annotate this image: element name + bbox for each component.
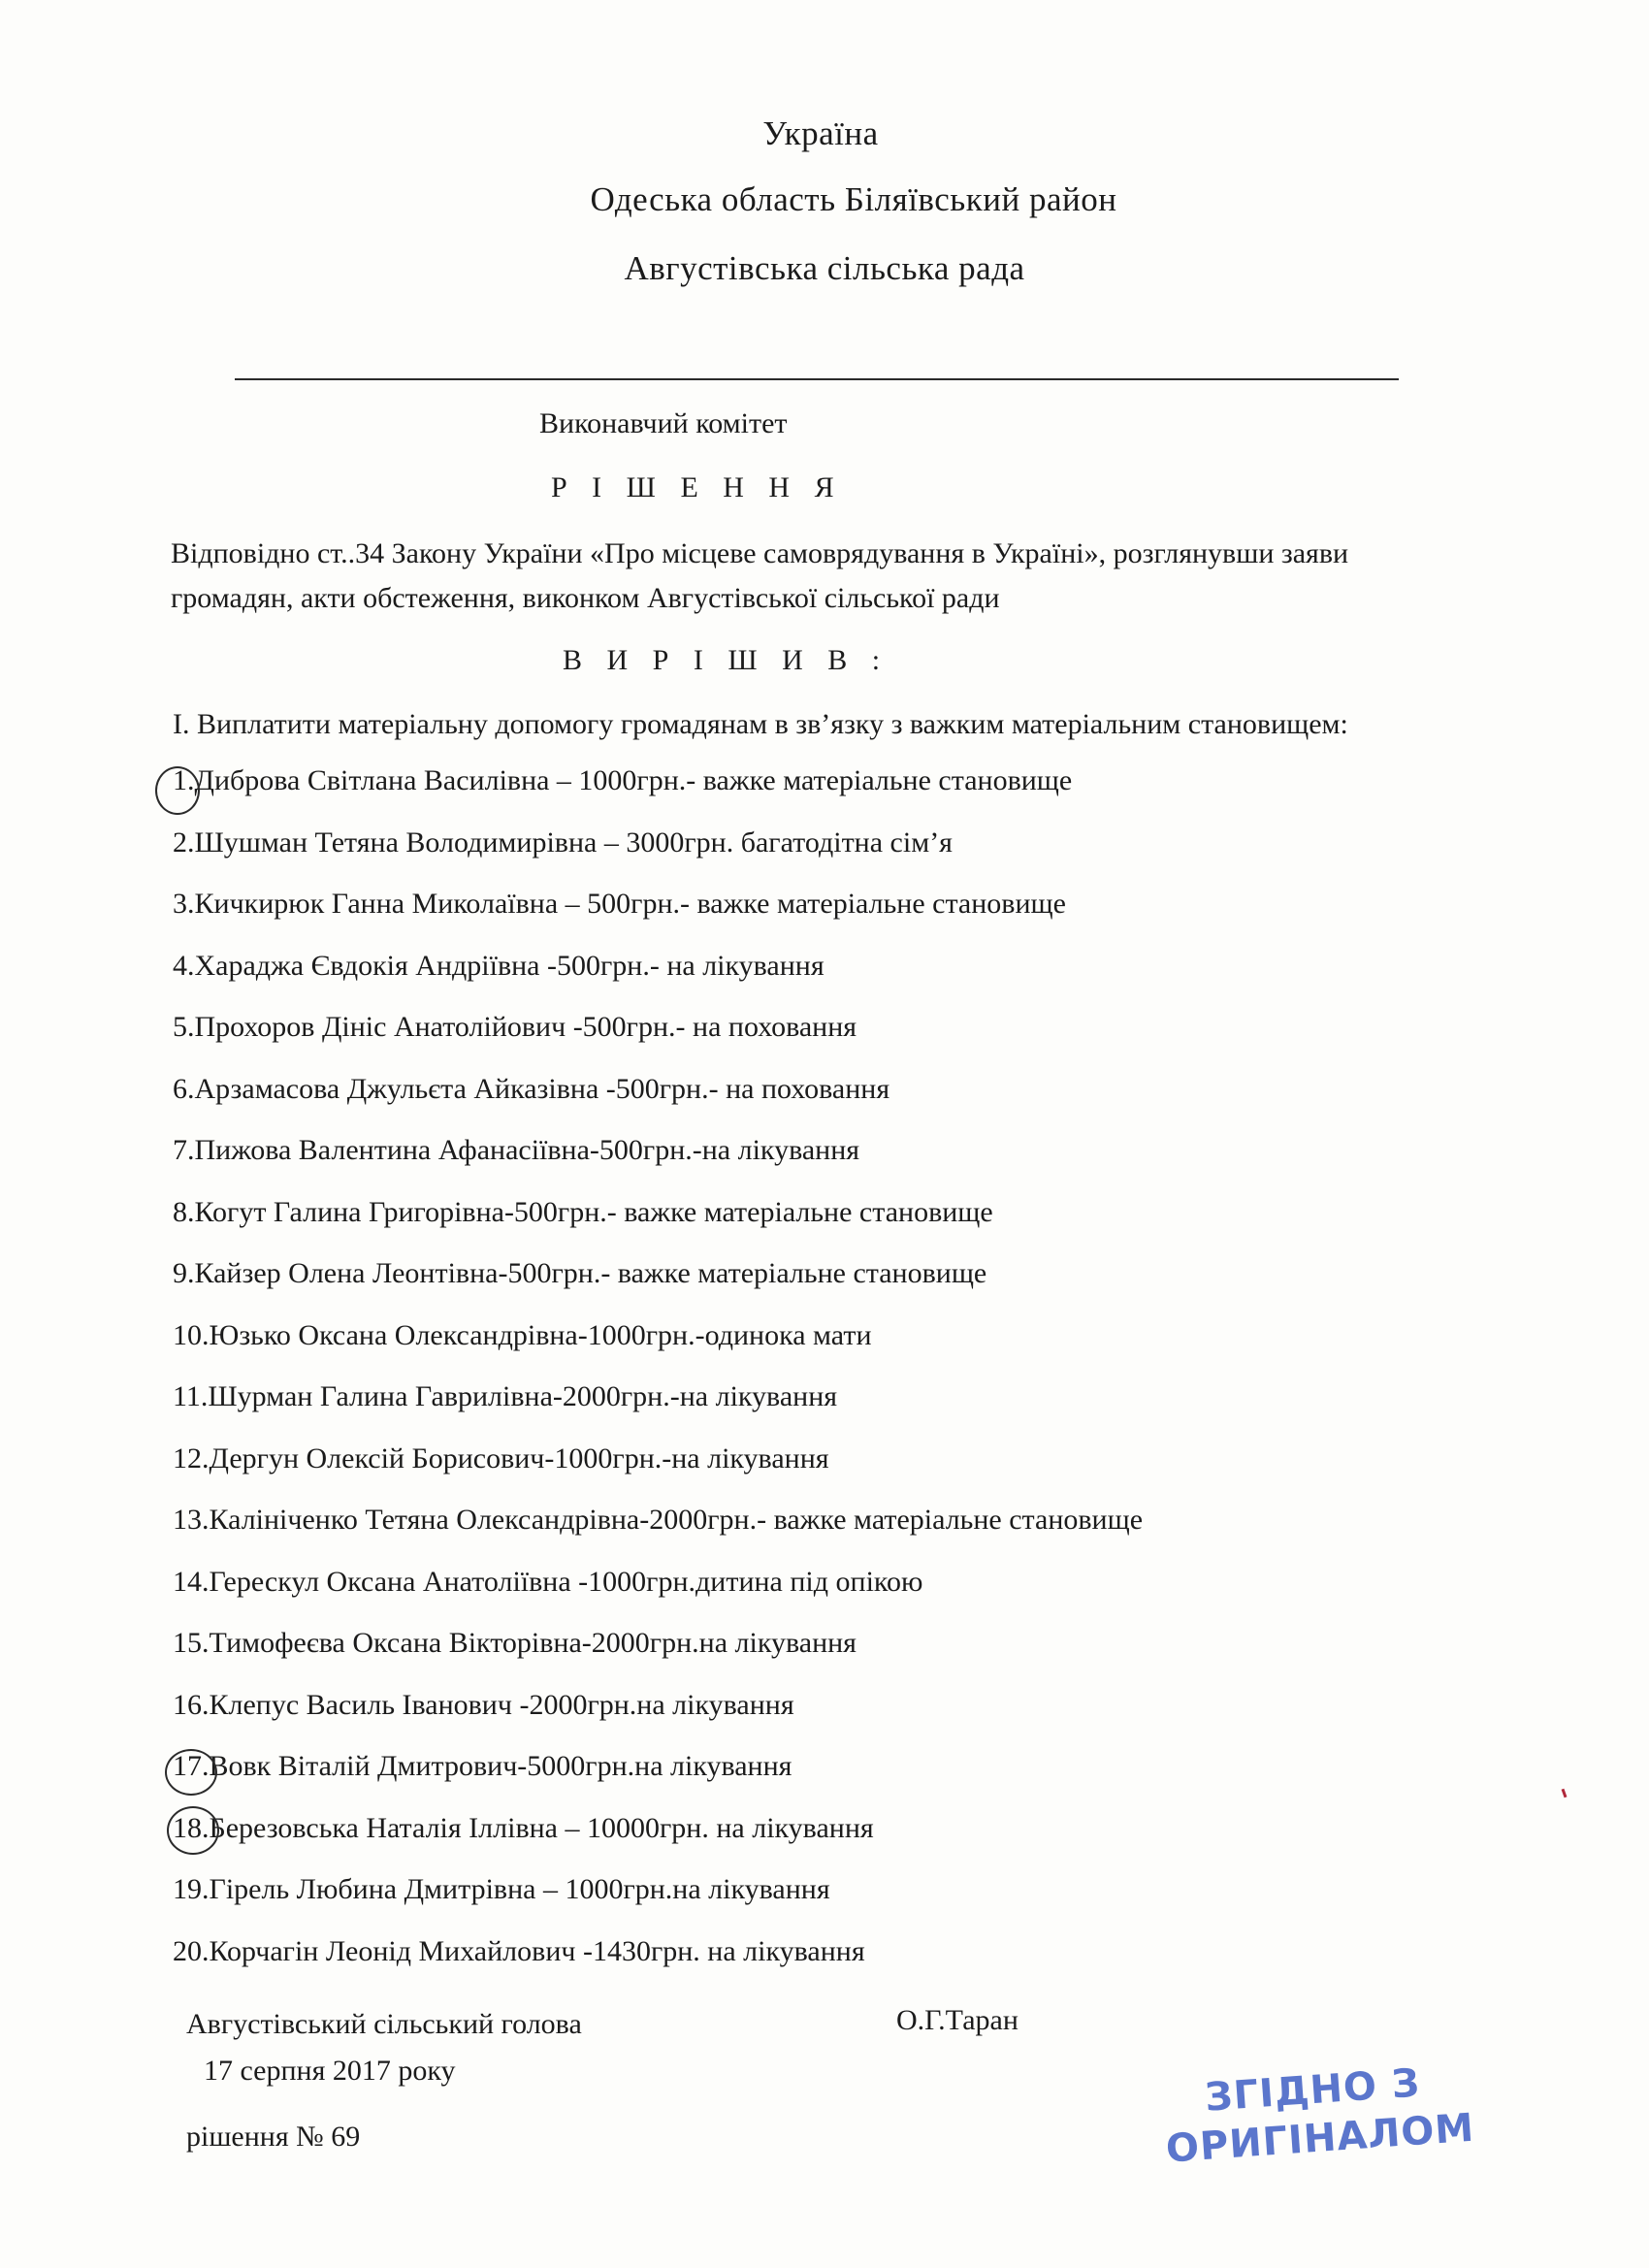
list-item-text: 19.Гірель Любина Дмитрівна – 1000грн.на лікування (173, 1873, 830, 1905)
list-item (173, 1257, 1143, 1319)
intro-paragraph (171, 532, 1432, 621)
decision-number: рішення № 69 (186, 2121, 361, 2153)
list-item-text: 18.Березовська Наталія Іллівна – 10000грн. на лікування (173, 1811, 874, 1844)
header-divider (235, 378, 1399, 380)
list-item (173, 1196, 1143, 1258)
header-country-text: Україна (762, 114, 879, 152)
list-item (173, 888, 1143, 950)
list-item (173, 1442, 1143, 1505)
list-item-text: 1.Диброва Світлана Василівна – 1000грн.- важке матеріальне становище (173, 764, 1073, 796)
list-item (173, 1380, 1143, 1442)
list-item (173, 1812, 1143, 1874)
list-item-text: 20.Корчагін Леонід Михайлович -1430грн. на лікування (173, 1934, 865, 1967)
list-item-text: 14.Герескул Оксана Анатоліївна -1000грн.дитина під опікою (173, 1565, 923, 1598)
list-item (173, 1627, 1143, 1689)
header-country (0, 114, 1649, 153)
section-heading: І. Виплатити матеріальну допомогу громадянам в зв’язку з важким матеріальним становищем: (173, 708, 1348, 740)
list-item (173, 1935, 1143, 1997)
list-item (173, 1134, 1143, 1196)
signature-position: Августівський сільський голова (186, 2008, 582, 2040)
list-item-text: 11.Шурман Галина Гаврилівна-2000грн.-на лікування (173, 1380, 838, 1412)
list-item-text: 12.Дергун Олексій Борисович-1000грн.-на лікування (173, 1442, 829, 1474)
decision-date: 17 серпня 2017 року (204, 2055, 456, 2087)
intro-line-1: Відповідно ст..34 Закону України «Про місцеве самоврядування в Україні», розглянувши заяви (171, 537, 1349, 569)
list-item (173, 826, 1143, 889)
signature-name: О.Г.Таран (896, 2004, 1018, 2036)
header-region (0, 180, 1649, 219)
certified-copy-stamp (1161, 2056, 1476, 2173)
list-item (173, 1011, 1143, 1073)
list-item (173, 1873, 1143, 1935)
list-item (173, 1750, 1143, 1812)
list-item (173, 1073, 1143, 1135)
stamp-line-1: ЗГІДНО З (1203, 2060, 1422, 2121)
stamp-line-2: ОРИГІНАЛОМ (1164, 2105, 1476, 2172)
decision-title: Р І Ш Е Н Н Я (551, 471, 843, 503)
list-item-text: 16.Клепус Василь Іванович -2000грн.на лікування (173, 1688, 794, 1721)
list-item-text: 17.Вовк Віталій Дмитрович-5000грн.на лікування (173, 1750, 792, 1782)
intro-line-2: громадян, акти обстеження, виконком Августівської сільської ради (171, 582, 1000, 614)
list-item (173, 1504, 1143, 1566)
list-item-text: 3.Кичкирюк Ганна Миколаївна – 500грн.- важке матеріальне становище (173, 888, 1066, 920)
list-item-text: 10.Юзько Оксана Олександрівна-1000грн.-одинока мати (173, 1318, 872, 1351)
list-item-text: 2.Шушман Тетяна Володимирівна – 3000грн. багатодітна сім’я (173, 826, 953, 859)
list-item (173, 1689, 1143, 1751)
handwritten-circle-mark (167, 1806, 219, 1855)
list-item (173, 950, 1143, 1012)
list-item-text: 4.Хараджа Євдокія Андріївна -500грн.- на лікування (173, 949, 824, 982)
aid-recipients-list (173, 764, 1143, 1996)
list-item (173, 1566, 1143, 1628)
header-council-text: Августівська сільська рада (624, 249, 1025, 287)
committee-title: Виконавчий комітет (539, 407, 788, 439)
list-item-text: 6.Арзамасова Джульєта Айказівна -500грн.- на поховання (173, 1072, 890, 1105)
list-item-text: 13.Калініченко Тетяна Олександрівна-2000грн.- важке матеріальне становище (173, 1504, 1144, 1536)
handwritten-circle-mark (155, 766, 200, 815)
list-item-text: 5.Прохоров Дініс Анатолійович -500грн.- на поховання (173, 1011, 857, 1043)
handwritten-circle-mark (165, 1749, 217, 1796)
list-item (173, 1319, 1143, 1381)
list-item-text: 7.Пижова Валентина Афанасіївна-500грн.-на лікування (173, 1134, 860, 1166)
list-item-text: 9.Кайзер Олена Леонтівна-500грн.- важке матеріальне становище (173, 1257, 987, 1289)
list-item (173, 764, 1143, 826)
header-region-text: Одеська область Біляївський район (590, 180, 1117, 218)
list-item-text: 15.Тимофеєва Оксана Вікторівна-2000грн.на лікування (173, 1627, 857, 1659)
header-council (0, 249, 1649, 288)
list-item-text: 8.Когут Галина Григорівна-500грн.- важке матеріальне становище (173, 1195, 993, 1228)
resolved-heading: В И Р І Ш И В : (563, 644, 889, 676)
red-pen-mark (1562, 1789, 1568, 1798)
